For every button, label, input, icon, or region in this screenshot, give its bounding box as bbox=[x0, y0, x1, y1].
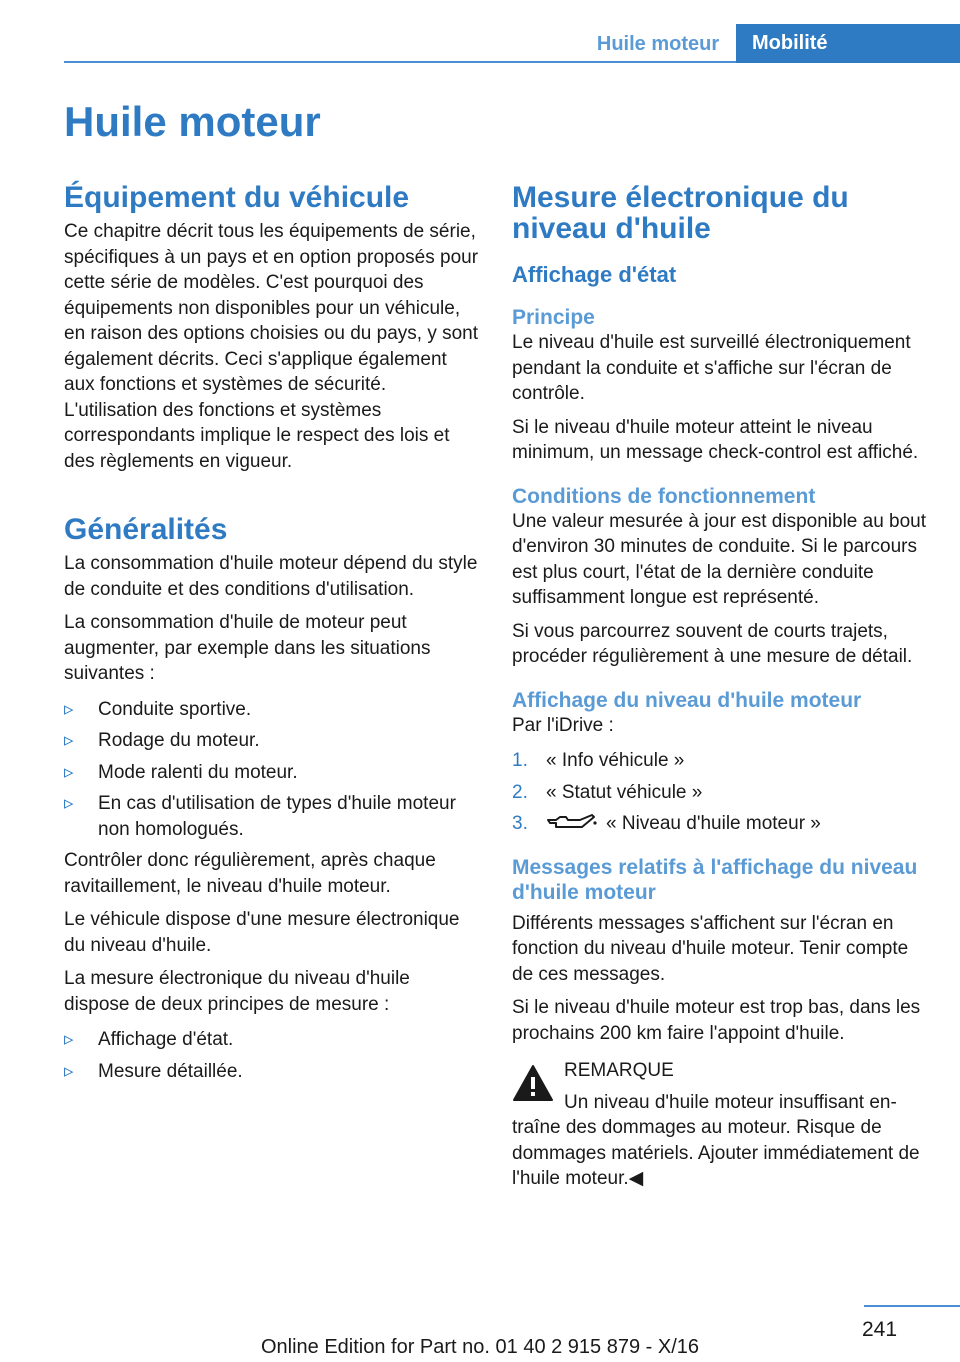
list-item: ▹ Mode ralenti du moteur. bbox=[64, 760, 480, 786]
heading-principe: Principe bbox=[512, 306, 595, 329]
oil-can-icon bbox=[546, 812, 598, 832]
warning-note bbox=[512, 1058, 928, 1115]
list-item: ▹ Rodage du moteur. bbox=[64, 728, 480, 754]
affichage-intro: Par l'iDrive : bbox=[512, 714, 614, 736]
conditions-p2: Si vous parcourrez souvent de courts trajets, procéder régulièrement à une mesure de détail. bbox=[512, 620, 913, 667]
right-column bbox=[512, 182, 928, 1192]
heading-conditions: Conditions de fonctionnement bbox=[512, 484, 816, 508]
generalites-p2: La consommation d'huile de moteur peut augmenter, par exemple dans les situations suivantes : bbox=[64, 612, 431, 684]
conditions-p1: Une valeur mesurée à jour est disponible au bout d'environ 30 minutes de conduite. Si le parcours est plus court, l'état de la dernière conduite suffisamment longue est représenté. bbox=[512, 510, 927, 608]
page-number: 241 bbox=[862, 1318, 898, 1341]
list-item: ▹ Affichage d'état. bbox=[64, 1027, 480, 1053]
bullet-triangle-icon: ▹ bbox=[64, 793, 74, 814]
heading-generalites: Généralités bbox=[64, 513, 228, 546]
list-item: 2. « Statut véhicule » bbox=[512, 781, 703, 803]
bullet-triangle-icon: ▹ bbox=[64, 698, 74, 720]
generalites-p1: La consommation d'huile moteur dépend du style de conduite et des conditions d'utilisation. bbox=[64, 553, 478, 600]
generalites-p5: La mesure électronique du niveau d'huile dispose de deux principes de mesure : bbox=[64, 968, 410, 1015]
bullet-triangle-icon: ▹ bbox=[64, 761, 74, 783]
note-body: traîne des dommages au moteur. Risque de dommages matériels. Ajouter immédiatement de l'huile moteur.◀ bbox=[512, 1117, 920, 1189]
messages-p2: Si le niveau d'huile moteur est trop bas, dans les prochains 200 km faire l'appoint d'huile. bbox=[512, 997, 921, 1044]
principe-p1: Le niveau d'huile est surveillé électroniquement pendant la conduite et s'affiche sur l'écran de contrôle. bbox=[512, 332, 911, 404]
idrive-steps bbox=[512, 748, 928, 837]
footer-rule bbox=[864, 1305, 960, 1307]
principe-p2: Si le niveau d'huile moteur atteint le niveau minimum, un message check-control est affiché. bbox=[512, 416, 919, 463]
bullet-triangle-icon: ▹ bbox=[64, 1029, 74, 1050]
end-mark-icon: ◀ bbox=[628, 1168, 644, 1189]
heading-messages: Messages relatifs à l'affichage du niveau d'huile moteur bbox=[512, 855, 918, 904]
left-column bbox=[64, 182, 480, 1084]
note-label: REMARQUE bbox=[564, 1060, 674, 1081]
generalites-p4: Le véhicule dispose d'une mesure électronique du niveau d'huile. bbox=[64, 909, 460, 956]
heading-equipement: Équipement du véhicule bbox=[64, 181, 410, 214]
generalites-p3: Contrôler donc régulièrement, après chaque ravitaillement, le niveau d'huile moteur. bbox=[64, 850, 436, 897]
heading-affichage-niveau: Affichage du niveau d'huile moteur bbox=[512, 688, 862, 712]
warning-icon bbox=[512, 1064, 554, 1102]
header-tab-chapter: Mobilité bbox=[736, 24, 960, 63]
messages-p1: Différents messages s'affichent sur l'écran en fonction du niveau d'huile moteur. Tenir compte de ces messages. bbox=[512, 912, 909, 985]
principles-list bbox=[64, 1027, 480, 1084]
list-item: ▹ Mesure détaillée. bbox=[64, 1059, 480, 1085]
page-title: Huile moteur bbox=[64, 98, 321, 145]
footer-edition: Online Edition for Part no. 01 40 2 915 879 - X/16 bbox=[260, 1336, 700, 1358]
bullet-triangle-icon: ▹ bbox=[64, 730, 74, 751]
list-item: ▹ Conduite sportive. bbox=[64, 697, 480, 723]
heading-mesure-electronique: Mesure électronique du niveau d'huile bbox=[512, 181, 849, 245]
equipement-text: Ce chapitre décrit tous les équipements de série, spécifiques à un pays et en option proposés pour cette série de modèles. C'est pourquoi des équipements non disponibles pour un véhicule, en raison des options choisies ou du pays, y sont également décrits. Ceci s'applique également aux fonctions et systèmes de sécurité. L'utilisation des fonctions et systèmes correspondants implique le respect des lois et des règlements en vigueur. bbox=[64, 221, 479, 472]
note-first-line: Un niveau d'huile moteur insuffisant en- bbox=[564, 1091, 897, 1113]
situations-list bbox=[64, 697, 480, 843]
list-item: ▹ En cas d'utilisation de types d'huile moteur non homologués. bbox=[64, 793, 456, 840]
header-tab-section: Huile moteur bbox=[596, 33, 720, 55]
list-item: 3. « Niveau d'huile moteur » bbox=[512, 813, 821, 834]
bullet-triangle-icon: ▹ bbox=[64, 1060, 74, 1082]
heading-affichage-etat: Affichage d'état bbox=[512, 262, 677, 287]
list-item: 1. « Info véhicule » bbox=[512, 750, 685, 771]
